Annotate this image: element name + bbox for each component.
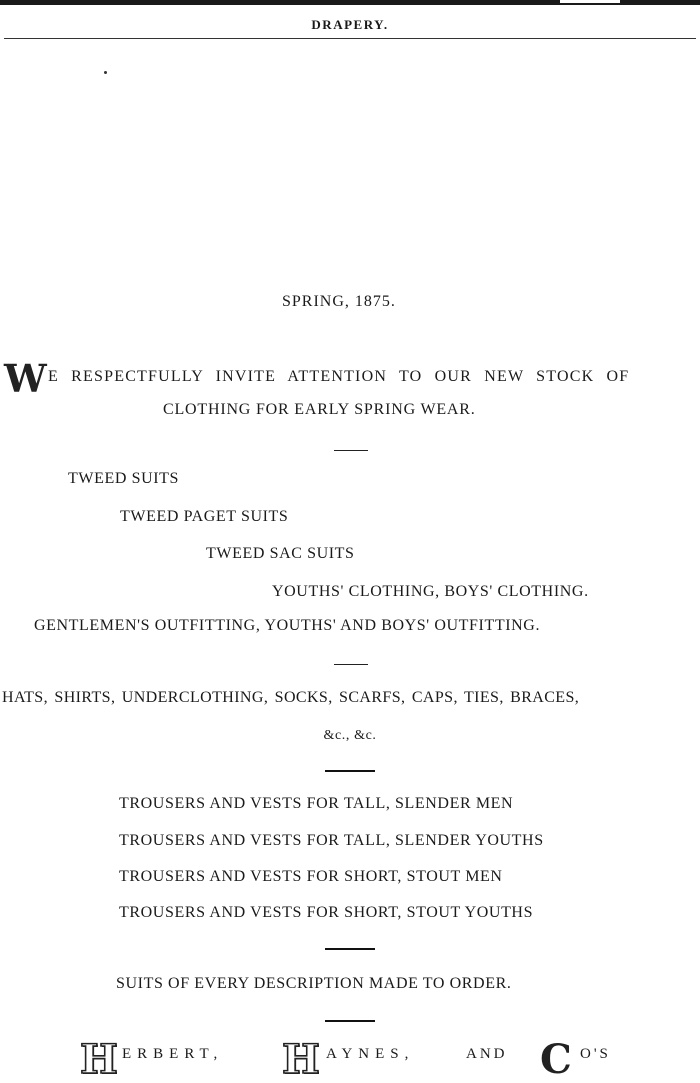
season-heading: SPRING, 1875. [282, 293, 396, 310]
signature-word-cos: O'S [580, 1046, 611, 1062]
accessories-line: HATS, SHIRTS, UNDERCLOTHING, SOCKS, SCARFS, CAPS, TIES, BRACES, [2, 689, 580, 706]
clothing-line-tweed-sac: TWEED SAC SUITS [206, 545, 355, 562]
clothing-line-youths-boys: YOUTHS' CLOTHING, BOYS' CLOTHING. [272, 583, 589, 600]
clothing-line-tweed-suits: TWEED SUITS [68, 470, 180, 487]
signature-word-herbert: ERBERT, [122, 1046, 224, 1062]
page-header-title: DRAPERY. [311, 17, 389, 32]
clothing-line-tweed-paget: TWEED PAGET SUITS [120, 508, 289, 525]
intro-dropcap: W [4, 356, 47, 401]
trousers-line-short-youths: TROUSERS AND VESTS FOR SHORT, STOUT YOUTHS [119, 904, 534, 921]
intro-second-line: CLOTHING FOR EARLY SPRING WEAR. [163, 401, 476, 418]
section-dash-2 [334, 664, 368, 665]
etcetera-line: &c., &c. [323, 728, 377, 743]
trousers-line-short-men: TROUSERS AND VESTS FOR SHORT, STOUT MEN [119, 868, 503, 885]
section-rule-3 [325, 1020, 375, 1022]
made-to-order-line: SUITS OF EVERY DESCRIPTION MADE TO ORDER. [116, 975, 512, 992]
header-divider [4, 38, 696, 39]
print-speck [104, 71, 107, 74]
firm-signature [0, 1036, 700, 1083]
signature-cap-h2: H [282, 1036, 320, 1083]
top-border-gap [560, 0, 620, 3]
intro-first-line: E RESPECTFULLY INVITE ATTENTION TO OUR NEW STOCK OF [48, 368, 630, 385]
clothing-line-outfitting: GENTLEMEN'S OUTFITTING, YOUTHS' AND BOYS' OUTFITTING. [34, 617, 541, 634]
trousers-line-tall-men: TROUSERS AND VESTS FOR TALL, SLENDER MEN [119, 795, 514, 812]
signature-cap-c: C [540, 1036, 572, 1083]
signature-cap-h1: H [80, 1036, 118, 1083]
signature-word-haynes: AYNES, [326, 1046, 415, 1062]
signature-word-and: AND [466, 1046, 508, 1062]
section-rule-1 [325, 770, 375, 772]
section-dash-1 [334, 450, 368, 451]
section-rule-2 [325, 948, 375, 950]
trousers-line-tall-youths: TROUSERS AND VESTS FOR TALL, SLENDER YOUTHS [119, 832, 544, 849]
